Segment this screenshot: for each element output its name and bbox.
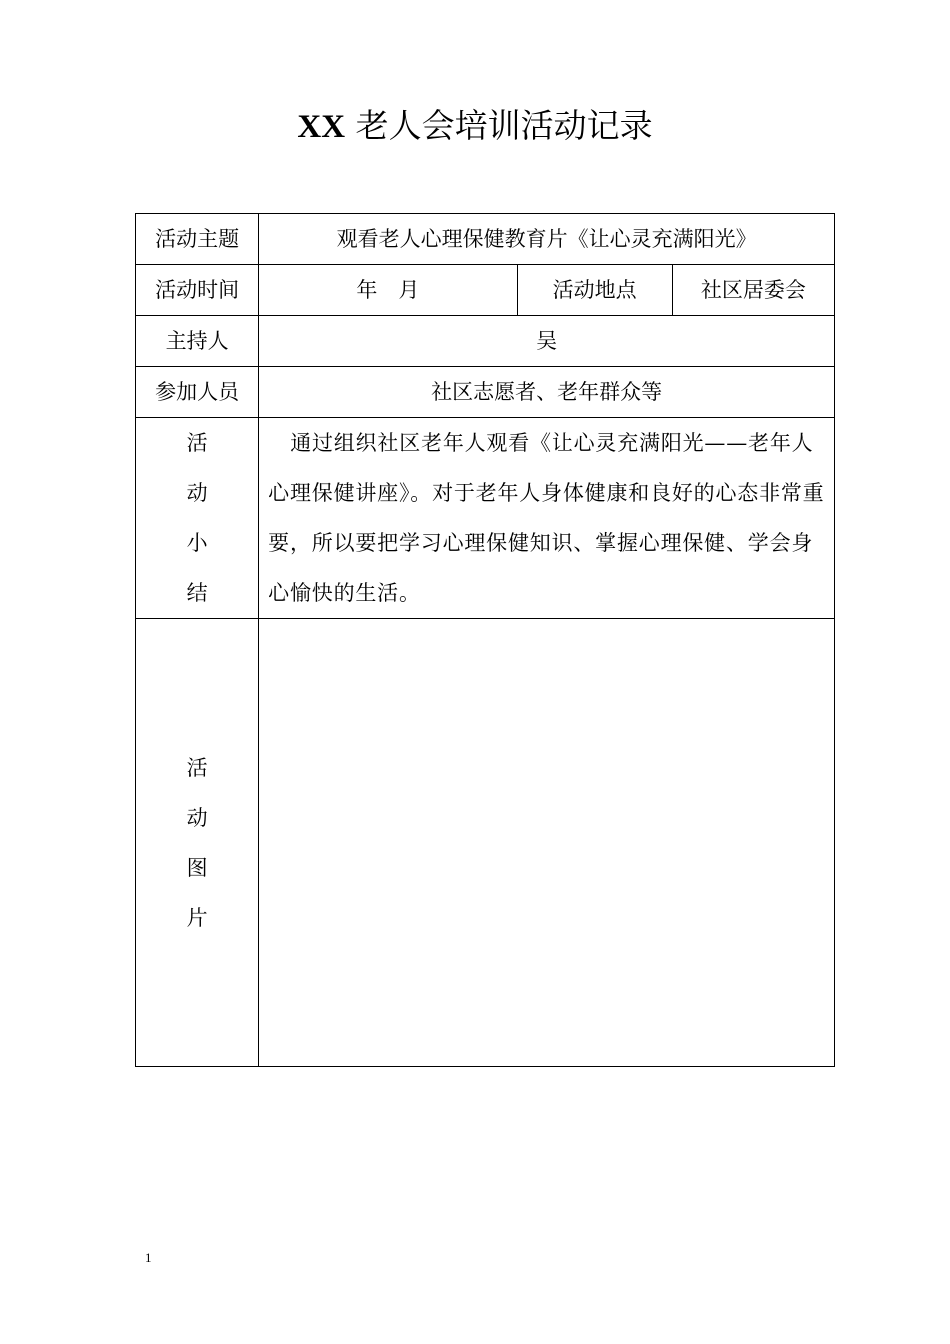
host-row — [136, 316, 835, 367]
theme-label: 活动主题 — [136, 214, 259, 265]
location-value: 社区居委会 — [672, 265, 834, 316]
host-label: 主持人 — [136, 316, 259, 367]
theme-value: 观看老人心理保健教育片《让心灵充满阳光》 — [259, 214, 835, 265]
photos-row — [136, 619, 835, 1067]
host-value: 吴 — [259, 316, 835, 367]
page-title — [0, 100, 950, 153]
participants-label: 参加人员 — [136, 367, 259, 418]
page-number: 1 — [145, 1250, 152, 1265]
location-label: 活动地点 — [517, 265, 672, 316]
time-location-row — [136, 265, 835, 316]
photos-label-cell — [136, 619, 259, 1067]
participants-row — [136, 367, 835, 418]
summary-label-cell — [136, 418, 259, 619]
time-value-text: 年 月 — [356, 278, 420, 302]
summary-cell — [259, 418, 835, 619]
title-prefix: XX — [297, 109, 346, 145]
photos-area — [259, 619, 835, 1067]
participants-value: 社区志愿者、老年群众等 — [259, 367, 835, 418]
theme-row — [136, 214, 835, 265]
title-text: 老人会培训活动记录 — [345, 106, 653, 145]
summary-text: 通过组织社区老年人观看《让心灵充满阳光——老年人心理保健讲座》。对于老年人身体健康和良好的心态非常重要，所以要把学习心理保健知识、掌握心理保健、学会身心愉快的生活。 — [268, 431, 825, 605]
activity-record-table — [135, 213, 835, 1067]
photos-label: 活动图片 — [186, 755, 208, 930]
summary-row — [136, 418, 835, 619]
time-value — [259, 265, 517, 316]
summary-label: 活动小结 — [186, 431, 208, 605]
time-label: 活动时间 — [136, 265, 259, 316]
